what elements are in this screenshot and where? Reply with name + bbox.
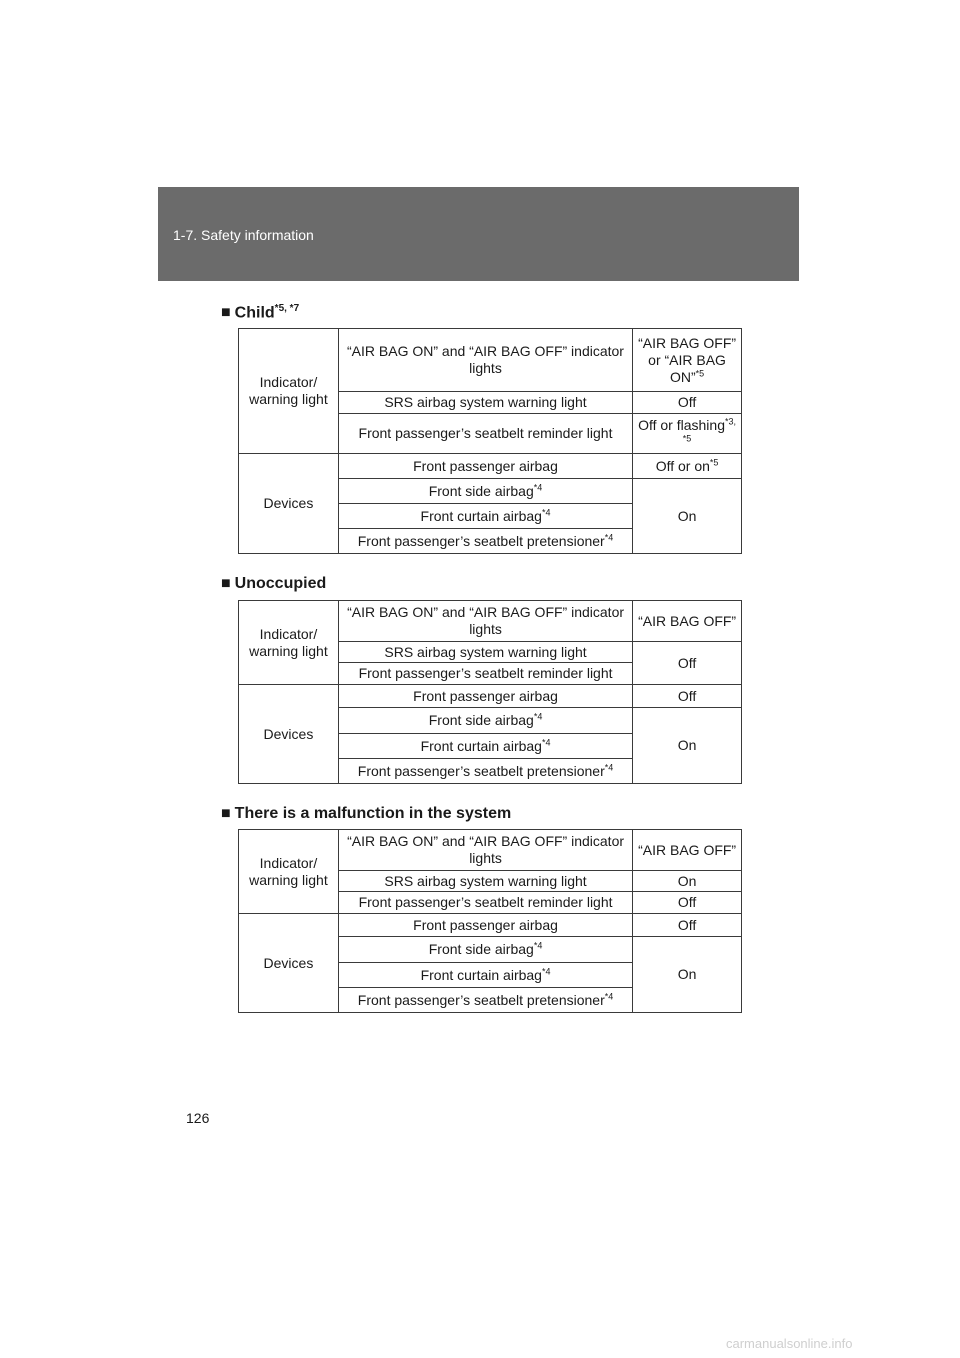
footnote-mark: *4 — [604, 531, 614, 542]
table-row — [239, 329, 742, 392]
devices-label-cell: Devices — [239, 914, 339, 1013]
seatbelt-reminder-cell: Front passenger’s seatbelt reminder light — [338, 663, 632, 685]
indicator-lights-cell: “AIR BAG ON” and “AIR BAG OFF” indicator lights — [338, 830, 632, 871]
cell-text: Front side airbag — [428, 941, 534, 957]
footnote-mark: *4 — [533, 940, 543, 951]
section-header-bar — [158, 187, 799, 281]
section-title-child — [221, 303, 299, 322]
cell-text: Front passenger’s seatbelt pretensioner — [357, 991, 605, 1008]
front-airbag-value-cell — [633, 454, 742, 479]
footnote-mark: *4 — [541, 506, 551, 517]
malfunction-status-table — [238, 829, 742, 1013]
footnote-mark: *5 — [695, 367, 705, 378]
cell-text: “AIR BAG OFF” or “AIR BAG ON” — [638, 334, 737, 385]
srs-reminder-value-cell: Off — [633, 642, 742, 685]
section-title-unoccupied — [221, 575, 326, 593]
cell-text: Front side airbag — [428, 712, 534, 728]
seatbelt-reminder-cell: Front passenger’s seatbelt reminder light — [338, 892, 632, 914]
table-row — [239, 685, 742, 708]
side-airbag-cell — [338, 937, 632, 963]
indicator-lights-value-cell — [633, 329, 742, 392]
footnote-mark: *3, *5 — [682, 415, 737, 443]
devices-label-cell: Devices — [239, 454, 339, 554]
front-airbag-cell: Front passenger airbag — [338, 914, 632, 937]
section-header-title: 1-7. Safety information — [173, 227, 314, 243]
pretensioner-cell — [338, 988, 632, 1013]
indicator-label-cell: Indicator/ warning light — [239, 329, 339, 454]
footnote-mark: *4 — [541, 965, 551, 976]
table-row — [239, 454, 742, 479]
front-airbag-cell: Front passenger airbag — [338, 454, 632, 479]
indicator-lights-cell: “AIR BAG ON” and “AIR BAG OFF” indicator lights — [338, 601, 632, 642]
cell-text: Front curtain airbag — [420, 507, 542, 524]
srs-value-cell: On — [633, 871, 742, 892]
table-row — [239, 830, 742, 871]
devices-label-cell: Devices — [239, 685, 339, 784]
cell-text: Off or on — [655, 457, 710, 474]
footnote-mark: *4 — [541, 736, 551, 747]
cell-text: Front passenger’s seatbelt pretensioner — [357, 762, 605, 779]
square-bullet-icon: ■ — [221, 575, 231, 592]
section-title-text: There is a malfunction in the system — [234, 805, 512, 822]
footnote-mark: *4 — [533, 711, 543, 722]
cell-text: Front passenger’s seatbelt pretensioner — [357, 532, 605, 549]
devices-value-cell: On — [633, 479, 742, 554]
front-airbag-value-cell: Off — [633, 914, 742, 937]
curtain-airbag-cell — [338, 963, 632, 988]
indicator-label-cell: Indicator/ warning light — [239, 830, 339, 914]
srs-value-cell: Off — [633, 392, 742, 414]
cell-text: Front curtain airbag — [420, 737, 542, 754]
pretensioner-cell — [338, 759, 632, 784]
indicator-lights-cell: “AIR BAG ON” and “AIR BAG OFF” indicator lights — [338, 329, 632, 392]
cell-text: Off or flashing — [638, 416, 725, 433]
footnote-mark: *4 — [604, 761, 614, 772]
footnote-mark: *4 — [533, 481, 543, 492]
srs-light-cell: SRS airbag system warning light — [338, 871, 632, 892]
srs-light-cell: SRS airbag system warning light — [338, 392, 632, 414]
section-title-text: Unoccupied — [234, 575, 327, 592]
section-title-text: Child — [234, 304, 275, 322]
table-row — [239, 601, 742, 642]
watermark: carmanualsonline.info — [726, 1336, 853, 1351]
devices-value-cell: On — [633, 708, 742, 784]
section-title-footnote: *5, *7 — [274, 303, 300, 314]
section-title-malfunction — [221, 805, 511, 823]
curtain-airbag-cell — [338, 504, 632, 529]
indicator-lights-value-cell: “AIR BAG OFF” — [633, 601, 742, 642]
cell-text: Front side airbag — [428, 482, 534, 499]
devices-value-cell: On — [633, 937, 742, 1013]
seatbelt-reminder-value-cell — [633, 414, 742, 454]
cell-text: Front curtain airbag — [420, 966, 542, 983]
pretensioner-cell — [338, 529, 632, 554]
square-bullet-icon: ■ — [221, 805, 231, 822]
indicator-lights-value-cell: “AIR BAG OFF” — [633, 830, 742, 871]
front-airbag-cell: Front passenger airbag — [338, 685, 632, 708]
footnote-mark: *4 — [604, 990, 614, 1001]
page-number: 126 — [186, 1110, 210, 1126]
side-airbag-cell — [338, 708, 632, 734]
curtain-airbag-cell — [338, 734, 632, 759]
seatbelt-reminder-cell: Front passenger’s seatbelt reminder light — [338, 414, 632, 454]
srs-light-cell: SRS airbag system warning light — [338, 642, 632, 663]
unoccupied-status-table — [238, 600, 742, 784]
seatbelt-reminder-value-cell: Off — [633, 892, 742, 914]
square-bullet-icon: ■ — [221, 304, 231, 322]
indicator-label-cell: Indicator/ warning light — [239, 601, 339, 685]
child-status-table — [238, 328, 742, 554]
side-airbag-cell — [338, 479, 632, 504]
front-airbag-value-cell: Off — [633, 685, 742, 708]
footnote-mark: *5 — [709, 456, 719, 467]
table-row — [239, 914, 742, 937]
